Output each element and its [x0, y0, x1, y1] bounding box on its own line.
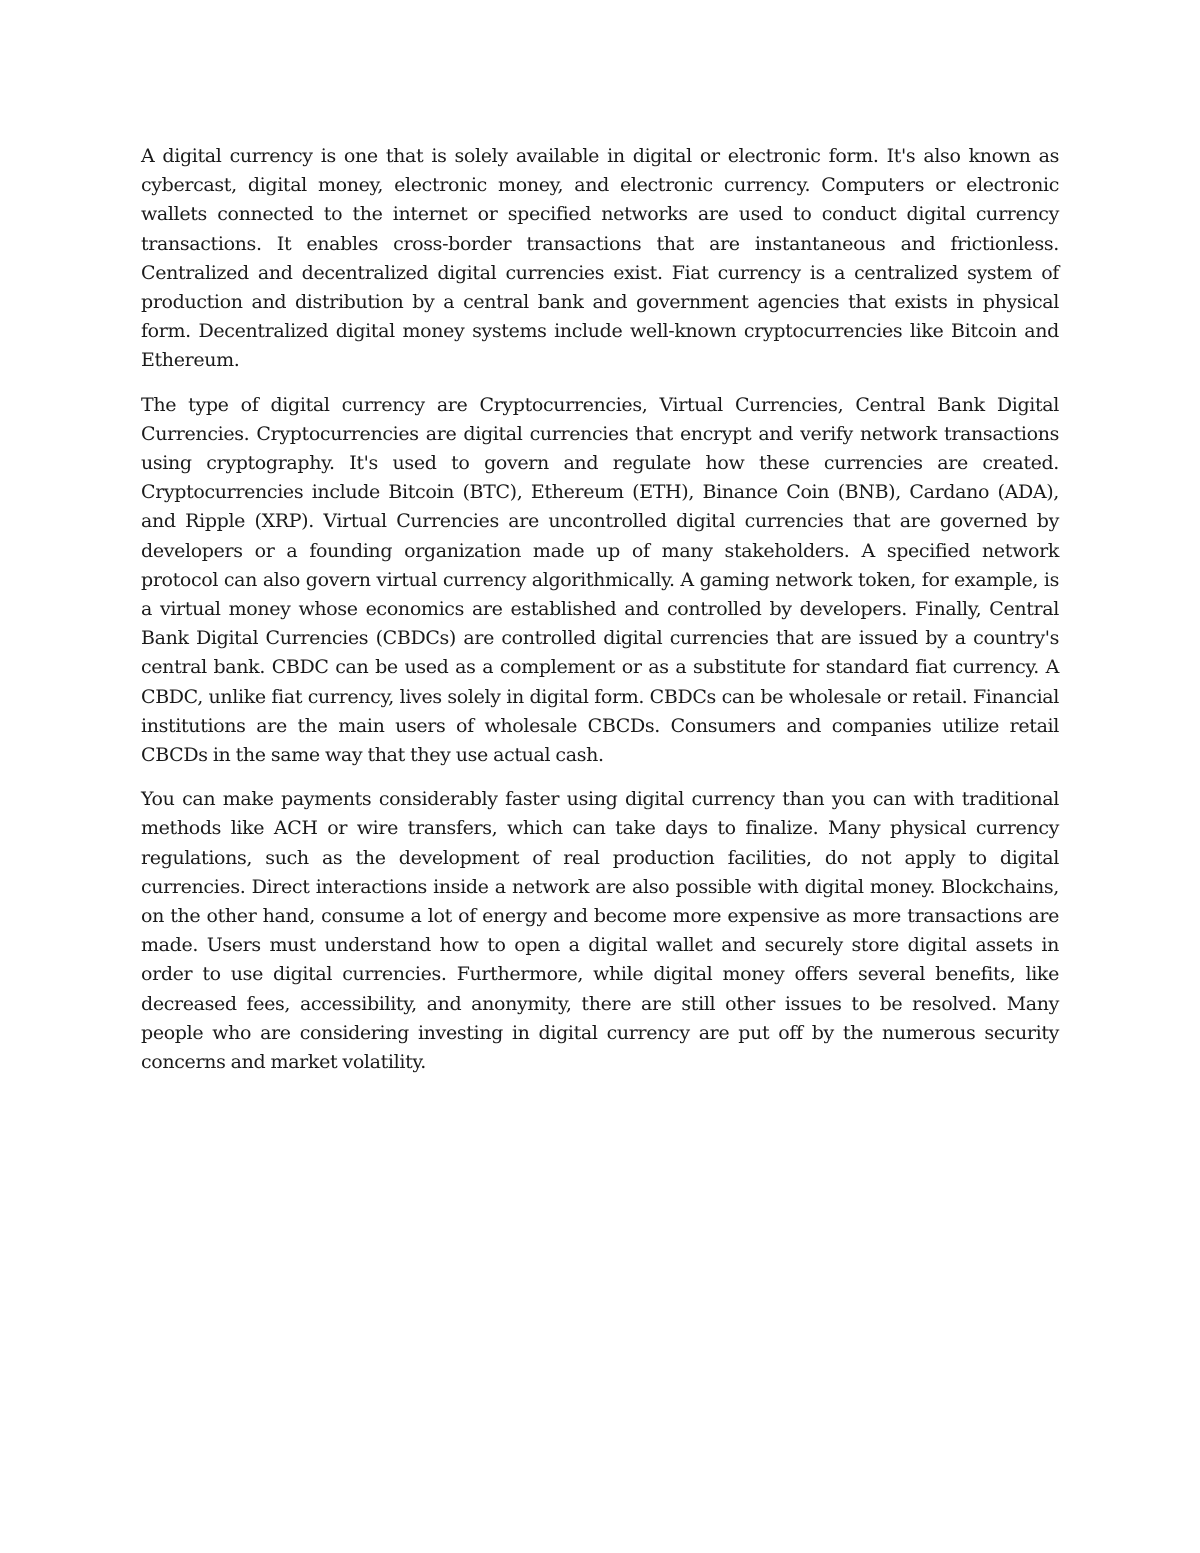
document-body	[141, 142, 1059, 1092]
paragraph-digital-currency-definition: A digital currency is one that is solely available in digital or electronic form. It's also known as cybercast, digital money, electronic money, and electronic currency. Computers or electronic wallets connected to the internet or specified networks are used to conduct digital currency transactions. It enables cross-border transactions that are instantaneous and frictionless. Centralized and decentralized digital currencies exist. Fiat currency is a centralized system of production and distribution by a central bank and government agencies that exists in physical form. Decentralized digital money systems include well-known cryptocurrencies like Bitcoin and Ethereum.	[141, 145, 1059, 372]
paragraph-digital-currency-types: The type of digital currency are Cryptocurrencies, Virtual Currencies, Central Bank Digital Currencies. Cryptocurrencies are digital currencies that encrypt and verify network transactions using cryptography. It's used to govern and regulate how these currencies are created. Cryptocurrencies include Bitcoin (BTC), Ethereum (ETH), Binance Coin (BNB), Cardano (ADA), and Ripple (XRP). Virtual Currencies are uncontrolled digital currencies that are governed by developers or a founding organization made up of many stakeholders. A specified network protocol can also govern virtual currency algorithmically. A gaming network token, for example, is a virtual money whose economics are established and controlled by developers. Finally, Central Bank Digital Currencies (CBDCs) are controlled digital currencies that are issued by a country's central bank. CBDC can be used as a complement or as a substitute for standard fiat currency. A CBDC, unlike fiat currency, lives solely in digital form. CBDCs can be wholesale or retail. Financial institutions are the main users of wholesale CBCDs. Consumers and companies utilize retail CBCDs in the same way that they use actual cash.	[141, 393, 1059, 767]
paragraph-digital-currency-benefits: You can make payments considerably faster using digital currency than you can with traditional methods like ACH or wire transfers, which can take days to finalize. Many physical currency regulations, such as the development of real production facilities, do not apply to digital currencies. Direct interactions inside a network are also possible with digital money. Blockchains, on the other hand, consume a lot of energy and become more expensive as more transactions are made. Users must understand how to open a digital wallet and securely store digital assets in order to use digital currencies. Furthermore, while digital money offers several benefits, like decreased fees, accessibility, and anonymity, there are still other issues to be resolved. Many people who are considering investing in digital currency are put off by the numerous security concerns and market volatility.	[141, 788, 1059, 1074]
